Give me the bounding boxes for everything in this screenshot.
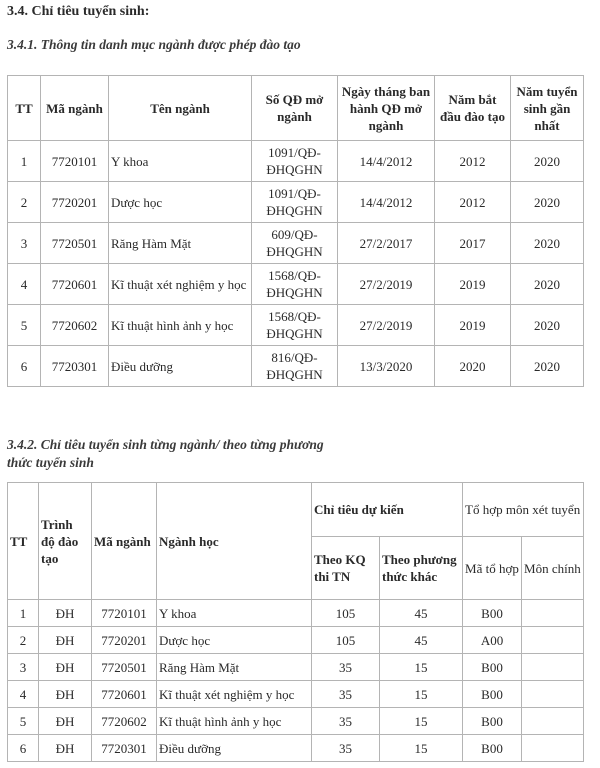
header-quota: Chỉ tiêu dự kiến: [312, 483, 463, 537]
quota-row-cell: B00: [463, 600, 522, 627]
quota-row-cell: ĐH: [39, 600, 92, 627]
quota-row-cell: Răng Hàm Mặt: [157, 654, 312, 681]
quota-row-cell: 15: [380, 708, 463, 735]
quota-row: [8, 735, 584, 762]
majors-row-cell: 2012: [435, 141, 511, 182]
majors-row-cell: 27/2/2017: [338, 223, 435, 264]
majors-row-cell: 2012: [435, 182, 511, 223]
section-heading-main: 3.4. Chỉ tiêu tuyển sinh:: [7, 4, 150, 19]
majors-row-cell: 609/QĐ-ĐHQGHN: [252, 223, 338, 264]
majors-row-cell: 1: [8, 141, 41, 182]
quota-row-cell: ĐH: [39, 627, 92, 654]
quota-row: [8, 600, 584, 627]
majors-row-cell: Điều dưỡng: [109, 346, 252, 387]
majors-row-cell: 2019: [435, 305, 511, 346]
quota-row-cell: B00: [463, 735, 522, 762]
majors-row-cell: 2020: [511, 141, 584, 182]
quota-row-cell: 7720501: [92, 654, 157, 681]
header-major-code: Mã ngành: [41, 76, 109, 141]
header-major: Ngành học: [157, 483, 312, 600]
quota-row-cell: Y khoa: [157, 600, 312, 627]
quota-row-cell: 15: [380, 654, 463, 681]
quota-row: [8, 627, 584, 654]
header-tt: TT: [8, 483, 39, 600]
quota-row-cell: 15: [380, 735, 463, 762]
quota-row-cell: [522, 600, 584, 627]
quota-row-cell: 7720601: [92, 681, 157, 708]
quota-table: [7, 482, 584, 762]
quota-row: [8, 654, 584, 681]
quota-row-cell: B00: [463, 681, 522, 708]
majors-row-cell: 2017: [435, 223, 511, 264]
quota-row-cell: 35: [312, 708, 380, 735]
majors-row-cell: 7720601: [41, 264, 109, 305]
majors-row-cell: 7720501: [41, 223, 109, 264]
header-decision-number: Số QĐ mở ngành: [252, 76, 338, 141]
header-decision-date: Ngày tháng ban hành QĐ mở ngành: [338, 76, 435, 141]
majors-row-cell: 5: [8, 305, 41, 346]
header-combo-code: Mã tổ hợp: [463, 537, 522, 600]
majors-row-cell: 27/2/2019: [338, 264, 435, 305]
majors-row-cell: 3: [8, 223, 41, 264]
majors-row: [8, 182, 584, 223]
majors-row-cell: 7720101: [41, 141, 109, 182]
majors-row: [8, 264, 584, 305]
header-tt: TT: [8, 76, 41, 141]
majors-row: [8, 223, 584, 264]
section-heading-majors: 3.4.1. Thông tin danh mục ngành được phép đào tạo: [7, 37, 301, 52]
majors-row-cell: 4: [8, 264, 41, 305]
header-start-year: Năm bắt đầu đào tạo: [435, 76, 511, 141]
majors-row-cell: Kĩ thuật xét nghiệm y học: [109, 264, 252, 305]
quota-row-cell: 2: [8, 627, 39, 654]
quota-row-cell: 35: [312, 735, 380, 762]
majors-row-cell: 13/3/2020: [338, 346, 435, 387]
quota-row-cell: [522, 708, 584, 735]
header-major-name: Tên ngành: [109, 76, 252, 141]
quota-table-header-top: [8, 483, 584, 537]
majors-row-cell: 2020: [435, 346, 511, 387]
majors-row: [8, 141, 584, 182]
majors-row: [8, 305, 584, 346]
majors-row-cell: 7720201: [41, 182, 109, 223]
quota-row-cell: 5: [8, 708, 39, 735]
majors-row-cell: 2020: [511, 182, 584, 223]
majors-row-cell: 816/QĐ-ĐHQGHN: [252, 346, 338, 387]
majors-row-cell: 2019: [435, 264, 511, 305]
quota-row-cell: B00: [463, 654, 522, 681]
majors-row-cell: Kĩ thuật hình ảnh y học: [109, 305, 252, 346]
quota-row-cell: 3: [8, 654, 39, 681]
quota-row-cell: ĐH: [39, 708, 92, 735]
majors-row-cell: 2020: [511, 223, 584, 264]
majors-row-cell: 7720301: [41, 346, 109, 387]
quota-row-cell: Điều dưỡng: [157, 735, 312, 762]
quota-row-cell: 6: [8, 735, 39, 762]
majors-row-cell: Y khoa: [109, 141, 252, 182]
majors-row-cell: 14/4/2012: [338, 182, 435, 223]
quota-row-cell: 35: [312, 681, 380, 708]
majors-row-cell: 2020: [511, 305, 584, 346]
majors-row-cell: 27/2/2019: [338, 305, 435, 346]
quota-row-cell: 7720201: [92, 627, 157, 654]
quota-row-cell: ĐH: [39, 654, 92, 681]
header-combo: Tổ hợp môn xét tuyển: [463, 483, 584, 537]
majors-row-cell: Dược học: [109, 182, 252, 223]
quota-row: [8, 681, 584, 708]
quota-row-cell: ĐH: [39, 735, 92, 762]
quota-row-cell: Kĩ thuật hình ảnh y học: [157, 708, 312, 735]
quota-row-cell: [522, 681, 584, 708]
quota-row-cell: 7720602: [92, 708, 157, 735]
majors-row-cell: 14/4/2012: [338, 141, 435, 182]
majors-row-cell: 2020: [511, 264, 584, 305]
majors-row-cell: 1568/QĐ-ĐHQGHN: [252, 305, 338, 346]
quota-row-cell: 45: [380, 600, 463, 627]
quota-row-cell: Dược học: [157, 627, 312, 654]
quota-row-cell: B00: [463, 708, 522, 735]
quota-row-cell: 105: [312, 600, 380, 627]
quota-row-cell: A00: [463, 627, 522, 654]
header-latest-year: Năm tuyển sinh gần nhất: [511, 76, 584, 141]
header-quota-exam: Theo KQ thi TN: [312, 537, 380, 600]
quota-row-cell: 1: [8, 600, 39, 627]
quota-row: [8, 708, 584, 735]
header-combo-main: Môn chính: [522, 537, 584, 600]
header-quota-other: Theo phương thức khác: [380, 537, 463, 600]
header-major-code: Mã ngành: [92, 483, 157, 600]
quota-row-cell: Kĩ thuật xét nghiệm y học: [157, 681, 312, 708]
majors-row-cell: 2: [8, 182, 41, 223]
quota-row-cell: 45: [380, 627, 463, 654]
quota-row-cell: ĐH: [39, 681, 92, 708]
majors-row-cell: 7720602: [41, 305, 109, 346]
quota-row-cell: 7720101: [92, 600, 157, 627]
majors-row: [8, 346, 584, 387]
header-level: Trình độ đào tạo: [39, 483, 92, 600]
quota-row-cell: [522, 735, 584, 762]
majors-table-header: [8, 76, 584, 141]
quota-row-cell: 15: [380, 681, 463, 708]
majors-row-cell: 2020: [511, 346, 584, 387]
quota-row-cell: 35: [312, 654, 380, 681]
majors-row-cell: Răng Hàm Mặt: [109, 223, 252, 264]
majors-row-cell: 1091/QĐ-ĐHQGHN: [252, 182, 338, 223]
section-heading-quota: 3.4.2. Chỉ tiêu tuyển sinh từng ngành/ theo từng phương thức tuyển sinh: [7, 437, 324, 470]
quota-row-cell: [522, 654, 584, 681]
majors-row-cell: 1568/QĐ-ĐHQGHN: [252, 264, 338, 305]
majors-row-cell: 1091/QĐ-ĐHQGHN: [252, 141, 338, 182]
quota-row-cell: 7720301: [92, 735, 157, 762]
quota-row-cell: [522, 627, 584, 654]
quota-row-cell: 105: [312, 627, 380, 654]
quota-row-cell: 4: [8, 681, 39, 708]
majors-row-cell: 6: [8, 346, 41, 387]
majors-table: [7, 75, 584, 387]
